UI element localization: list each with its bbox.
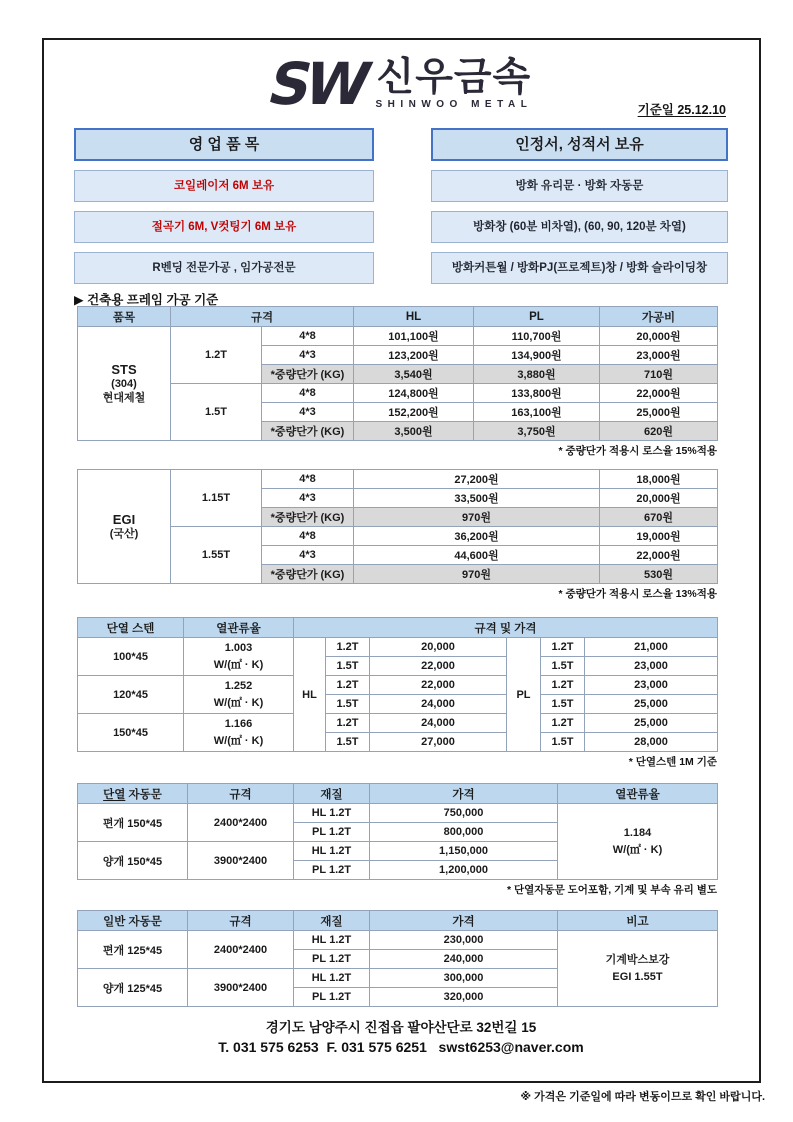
price-cell: 24,000 [370, 714, 507, 733]
pl-price-cell: 3,750원 [474, 422, 600, 441]
col-header-price: 가격 [370, 911, 558, 931]
price-cell: 27,200원 [354, 470, 600, 489]
thickness-cell: 1.5T [541, 695, 585, 714]
uvalue-number: 1.252 [224, 680, 253, 692]
material-cell: PL 1.2T [294, 861, 370, 880]
table-row [78, 638, 718, 657]
fee-cell: 22,000원 [600, 546, 718, 565]
price-cell: 230,000 [370, 931, 558, 950]
price-cell: 23,000 [585, 657, 718, 676]
remark-line: 기계박스보강 [605, 954, 670, 966]
col-header-insul-sts: 단열 스텐 [78, 618, 184, 638]
fee-cell: 20,000원 [600, 327, 718, 346]
sales-item: R벤딩 전문가공 , 임가공전문 [74, 252, 374, 284]
hl-price-cell: 123,200원 [354, 346, 474, 365]
frame-section-title: ▶ 건축용 프레임 가공 기준 [74, 293, 219, 307]
price-cell: 28,000 [585, 733, 718, 752]
uvalue-cell [184, 714, 294, 752]
door-type-cell: 양개 150*45 [78, 842, 188, 880]
pl-price-cell: 163,100원 [474, 403, 600, 422]
fee-cell: 620원 [600, 422, 718, 441]
door-type-cell: 양개 125*45 [78, 969, 188, 1007]
uvalue-number: 1.184 [623, 827, 652, 839]
size-cell: 120*45 [78, 676, 184, 714]
spec-cell: 4*8 [262, 384, 354, 403]
material-cell: PL 1.2T [294, 988, 370, 1007]
hl-price-cell: 101,100원 [354, 327, 474, 346]
door-type-cell: 편개 150*45 [78, 804, 188, 842]
spec-cell: 4*3 [262, 346, 354, 365]
col-header-spec: 규격 [188, 784, 294, 804]
fee-cell: 18,000원 [600, 470, 718, 489]
insulated-stainless-footnote: * 단열스텐 1M 기준 [628, 756, 717, 768]
certificates-panel [431, 128, 728, 284]
company-address: 경기도 남양주시 진접읍 팔야산단로 32번길 15 [265, 1020, 537, 1035]
fee-cell: 22,000원 [600, 384, 718, 403]
spec-cell: 4*8 [262, 327, 354, 346]
col-header-pl: PL [474, 307, 600, 327]
size-cell: 2400*2400 [188, 931, 294, 969]
spec-cell: *중량단가 (KG) [262, 365, 354, 384]
spec-cell: 4*3 [262, 403, 354, 422]
uvalue-unit: W/(㎡ · K) [612, 843, 663, 856]
company-name: 신우금속 [376, 55, 532, 99]
table-header-row [78, 307, 718, 327]
spec-cell: *중량단가 (KG) [262, 565, 354, 584]
sw-logo-icon: SW [261, 49, 372, 118]
material-cell: HL 1.2T [294, 842, 370, 861]
insulated-door-footnote: * 단열자동문 도어포함, 기계 및 부속 유리 별도 [507, 884, 717, 896]
logo-text [375, 55, 533, 111]
size-cell: 3900*2400 [188, 969, 294, 1007]
price-cell: 27,000 [370, 733, 507, 752]
fee-cell: 19,000원 [600, 527, 718, 546]
col-header-hl: HL [354, 307, 474, 327]
table-row [78, 714, 718, 733]
price-cell: 36,200원 [354, 527, 600, 546]
table-row [78, 327, 718, 346]
hl-price-cell: 3,540원 [354, 365, 474, 384]
spec-cell: 4*3 [262, 546, 354, 565]
col-header-uvalue: 열관류율 [558, 784, 718, 804]
egi-footnote: * 중량단가 적용시 로스율 13%적용 [558, 588, 717, 600]
price-cell: 25,000 [585, 714, 718, 733]
product-grade: (304) [111, 377, 137, 390]
col-header-material: 재질 [294, 784, 370, 804]
price-cell: 33,500원 [354, 489, 600, 508]
col-header-item: 품목 [78, 307, 171, 327]
spec-cell: *중량단가 (KG) [262, 422, 354, 441]
uvalue-unit: W/(㎡ · K) [213, 734, 264, 747]
thickness-cell: 1.5T [326, 657, 370, 676]
price-cell: 22,000 [370, 676, 507, 695]
certificate-item: 방화창 (60분 비차열), (60, 90, 120분 차열) [431, 211, 728, 243]
col-header-uvalue: 열관류율 [184, 618, 294, 638]
certificates-title: 인정서, 성적서 보유 [431, 128, 728, 161]
certificate-item: 방화 유리문 · 방화 자동문 [431, 170, 728, 202]
price-cell: 23,000 [585, 676, 718, 695]
price-cell: 20,000 [370, 638, 507, 657]
fee-cell: 23,000원 [600, 346, 718, 365]
price-cell: 970원 [354, 565, 600, 584]
door-type-cell: 편개 125*45 [78, 931, 188, 969]
insulated-stainless-table [77, 617, 718, 752]
uvalue-unit: W/(㎡ · K) [213, 658, 264, 671]
col-header-material: 재질 [294, 911, 370, 931]
fee-cell: 670원 [600, 508, 718, 527]
table-row [78, 470, 718, 489]
table-row [78, 384, 718, 403]
sales-item: 절곡기 6M, V컷팅기 6M 보유 [74, 211, 374, 243]
hl-group-cell: HL [294, 638, 326, 752]
col-header-insul-door [78, 784, 188, 804]
sales-item: 코일레이저 6M 보유 [74, 170, 374, 202]
product-name: STS [111, 361, 137, 377]
fee-cell: 710원 [600, 365, 718, 384]
thickness-cell: 1.15T [171, 470, 262, 527]
table-row [78, 804, 718, 823]
price-cell: 22,000 [370, 657, 507, 676]
spec-cell: 4*8 [262, 470, 354, 489]
price-cell: 44,600원 [354, 546, 600, 565]
col-header-plain-door: 일반 자동문 [78, 911, 188, 931]
thickness-cell: 1.5T [541, 657, 585, 676]
sales-items-title: 영 업 품 목 [74, 128, 374, 161]
col-header-fee: 가공비 [600, 307, 718, 327]
reference-date: 기준일 25.12.10 [637, 103, 726, 117]
document-sheet [42, 38, 761, 1083]
spec-cell: 4*8 [262, 527, 354, 546]
fee-cell: 25,000원 [600, 403, 718, 422]
company-address-block [74, 1019, 728, 1058]
col-header-remark: 비고 [558, 911, 718, 931]
insulated-door-table [77, 783, 718, 880]
price-cell: 1,150,000 [370, 842, 558, 861]
header-underlined-part: 단열 [103, 788, 126, 801]
table-row [78, 676, 718, 695]
info-panels [74, 128, 728, 284]
remark-line: EGI 1.55T [612, 970, 663, 983]
price-cell: 970원 [354, 508, 600, 527]
uvalue-cell [558, 804, 718, 880]
material-cell: HL 1.2T [294, 804, 370, 823]
price-cell: 750,000 [370, 804, 558, 823]
table-row [78, 527, 718, 546]
thickness-cell: 1.2T [326, 714, 370, 733]
uvalue-number: 1.003 [224, 642, 253, 654]
table-row [78, 931, 718, 950]
product-origin: (국산) [109, 527, 139, 540]
fee-cell: 530원 [600, 565, 718, 584]
price-cell: 300,000 [370, 969, 558, 988]
price-cell: 1,200,000 [370, 861, 558, 880]
pl-price-cell: 110,700원 [474, 327, 600, 346]
egi-price-table [77, 469, 718, 584]
col-header-spec: 규격 [171, 307, 354, 327]
price-cell: 21,000 [585, 638, 718, 657]
pl-price-cell: 134,900원 [474, 346, 600, 365]
size-cell: 3900*2400 [188, 842, 294, 880]
price-cell: 240,000 [370, 950, 558, 969]
company-contact: T. 031 575 6253 F. 031 575 6251 swst6253@naver.com [218, 1039, 584, 1056]
sts-price-table [77, 306, 718, 441]
header-plain-part: 자동문 [125, 788, 162, 801]
uvalue-number: 1.166 [224, 718, 253, 730]
uvalue-unit: W/(㎡ · K) [213, 696, 264, 709]
company-logo [74, 50, 728, 118]
spec-cell: 4*3 [262, 489, 354, 508]
uvalue-cell [184, 638, 294, 676]
material-cell: PL 1.2T [294, 950, 370, 969]
col-header-price: 가격 [370, 784, 558, 804]
thickness-cell: 1.5T [326, 733, 370, 752]
fee-cell: 20,000원 [600, 489, 718, 508]
col-header-spec: 규격 [188, 911, 294, 931]
remark-cell [558, 931, 718, 1007]
company-name-en: SHINWOO METAL [375, 99, 533, 111]
thickness-cell: 1.2T [541, 676, 585, 695]
price-cell: 25,000 [585, 695, 718, 714]
thickness-cell: 1.2T [541, 638, 585, 657]
price-cell: 800,000 [370, 823, 558, 842]
thickness-cell: 1.2T [171, 327, 262, 384]
material-cell: PL 1.2T [294, 823, 370, 842]
price-cell: 24,000 [370, 695, 507, 714]
col-header-spec-price: 규격 및 가격 [294, 618, 718, 638]
pl-price-cell: 133,800원 [474, 384, 600, 403]
spec-cell: *중량단가 (KG) [262, 508, 354, 527]
price-cell: 320,000 [370, 988, 558, 1007]
pl-price-cell: 3,880원 [474, 365, 600, 384]
hl-price-cell: 3,500원 [354, 422, 474, 441]
thickness-cell: 1.2T [326, 638, 370, 657]
thickness-cell: 1.55T [171, 527, 262, 584]
product-cell [78, 327, 171, 441]
thickness-cell: 1.5T [171, 384, 262, 441]
hl-price-cell: 152,200원 [354, 403, 474, 422]
material-cell: HL 1.2T [294, 931, 370, 950]
certificate-item: 방화커튼월 / 방화PJ(프로젝트)창 / 방화 슬라이딩창 [431, 252, 728, 284]
product-maker: 현대제철 [102, 391, 146, 404]
thickness-cell: 1.5T [326, 695, 370, 714]
price-disclaimer: ※ 가격은 기준일에 따라 변동이므로 확인 바랍니다. [520, 1091, 765, 1103]
table-header-row [78, 911, 718, 931]
table-header-row [78, 784, 718, 804]
size-cell: 2400*2400 [188, 804, 294, 842]
thickness-cell: 1.5T [541, 733, 585, 752]
sales-items-panel [74, 128, 374, 284]
material-cell: HL 1.2T [294, 969, 370, 988]
thickness-cell: 1.2T [326, 676, 370, 695]
product-name: EGI [112, 511, 136, 527]
product-cell [78, 470, 171, 584]
thickness-cell: 1.2T [541, 714, 585, 733]
size-cell: 150*45 [78, 714, 184, 752]
plain-door-table [77, 910, 718, 1007]
sts-footnote: * 중량단가 적용시 로스율 15%적용 [558, 445, 717, 457]
uvalue-cell [184, 676, 294, 714]
pl-group-cell: PL [507, 638, 541, 752]
size-cell: 100*45 [78, 638, 184, 676]
table-header-row [78, 618, 718, 638]
hl-price-cell: 124,800원 [354, 384, 474, 403]
